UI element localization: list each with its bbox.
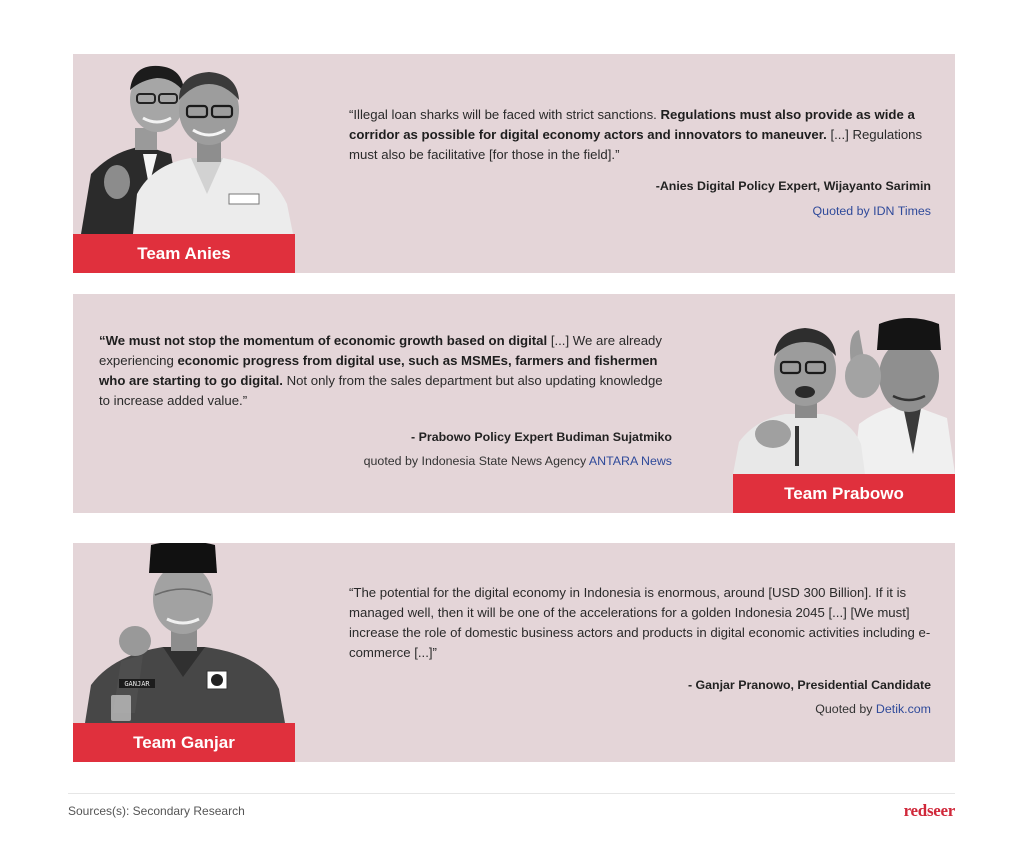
quote-card-anies xyxy=(73,54,955,273)
quote-attribution: -Anies Digital Policy Expert, Wijayanto Sarimin xyxy=(655,179,931,193)
source-link[interactable]: Quoted by IDN Times xyxy=(812,204,931,218)
candidate-photo-ganjar xyxy=(73,543,295,723)
candidate-photo-prabowo xyxy=(733,294,955,474)
svg-text:GANJAR: GANJAR xyxy=(124,680,150,688)
quote-attribution: - Ganjar Pranowo, Presidential Candidate xyxy=(687,678,931,692)
quote-text: “The potential for the digital economy in Indonesia is enormous, around [USD 300 Billion]. If it is managed well, then it will be one of the accelerations for a golden Indonesia 2045 [...] [We must] increase the role of domestic business actors and products in digital economic activities including e-commerce [...]” xyxy=(349,585,931,660)
source-link[interactable]: ANTARA News xyxy=(588,454,672,468)
team-label: Team Ganjar xyxy=(73,723,295,762)
quote-source: Quoted by Detik.com xyxy=(815,702,931,716)
brand-logo: redseer xyxy=(903,801,955,820)
candidate-photo-anies xyxy=(73,54,295,234)
team-label: Team Prabowo xyxy=(733,474,955,513)
footer-divider xyxy=(68,793,955,794)
quote-text: “Illegal loan sharks will be faced with strict sanctions. Regulations must also provide as wide a corridor as possible for digital economy actors and innovators to maneuver. [...] Regulations must also be facilitative [for those in the field].” xyxy=(349,107,923,162)
quote-attribution: - Prabowo Policy Expert Budiman Sujatmiko xyxy=(411,430,672,444)
quote-card-prabowo xyxy=(73,294,955,513)
quote-card-ganjar xyxy=(73,543,955,762)
quote-source xyxy=(813,204,931,218)
team-label: Team Anies xyxy=(73,234,295,273)
source-link[interactable]: Detik.com xyxy=(875,702,931,716)
quote-source: quoted by Indonesia State News Agency ANTARA News xyxy=(363,454,672,468)
quote-text: “We must not stop the momentum of economic growth based on digital [...] We are already experiencing economic progress from digital use, such as MSMEs, farmers and fishermen who are starting to go digital. Not only from the sales department but also updating knowledge to increase added value.” xyxy=(99,333,663,408)
sources-note: Sources(s): Secondary Research xyxy=(68,804,245,818)
